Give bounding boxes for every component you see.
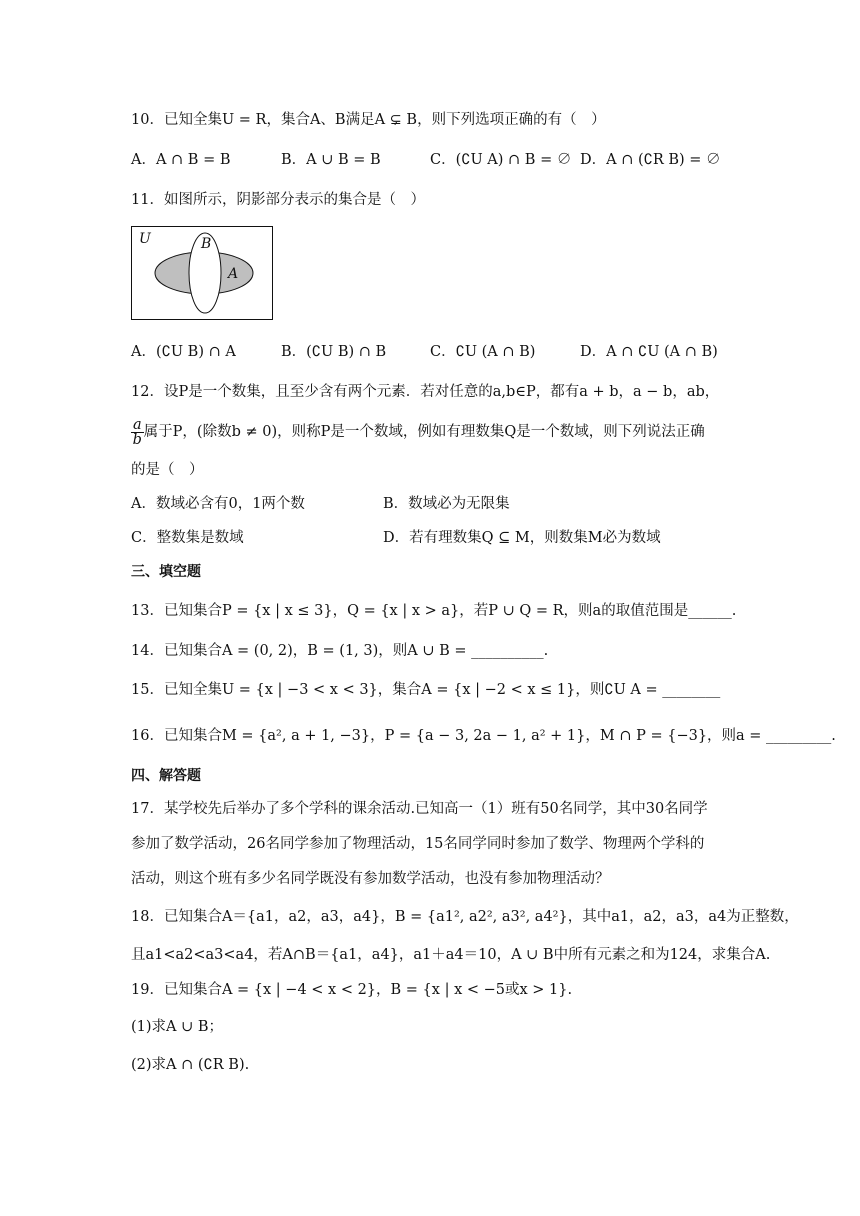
- q11-option-b: B．(∁U B) ∩ B: [281, 344, 387, 360]
- q17-line3: 活动，则这个班有多少名同学既没有参加数学活动，也没有参加物理活动？: [131, 871, 610, 887]
- q12-option-c: C．整数集是数域: [131, 530, 244, 546]
- set-b-label: B: [201, 236, 212, 252]
- q11-stem: 11．如图所示，阴影部分表示的集合是（ ）: [131, 192, 425, 208]
- q10-option-d: D．A ∩ (∁R B) = ∅: [580, 152, 721, 168]
- q18-line1: 18．已知集合A＝{a1，a2，a3，a4}，B = {a1², a2², a3², a4²}，其中a1，a2，a3，a4为正整数，: [131, 909, 799, 925]
- fraction-a-over-b: [131, 418, 144, 447]
- q18-line2: 且a1<a2<a3<a4，若A∩B＝{a1，a4}，a1＋a4＝10，A ∪ B中所有元素之和为124，求集合A.: [131, 947, 771, 963]
- q12-stem-line1: 12．设P是一个数集，且至少含有两个元素．若对任意的a,b∈P，都有a + b，a − b，ab，: [131, 384, 720, 400]
- q12-option-d: D．若有理数集Q ⊆ M，则数集M必为数域: [383, 530, 661, 546]
- venn-diagram: [131, 226, 273, 320]
- q12-stem-line2-text: 属于P，(除数b ≠ 0)，则称P是一个数域，例如有理数集Q是一个数域，则下列说法正确: [143, 424, 705, 440]
- fraction-numerator: a: [133, 416, 142, 433]
- universe-label: U: [139, 231, 151, 247]
- q10-option-c: C．(∁U A) ∩ B = ∅: [430, 152, 572, 168]
- q12-option-b: B．数域必为无限集: [383, 496, 510, 512]
- q12-stem-line2: [131, 416, 705, 448]
- q12-stem-line3: 的是（ ）: [131, 462, 204, 478]
- q10-option-a: A．A ∩ B = B: [131, 152, 231, 168]
- q17-line1: 17．某学校先后举办了多个学科的课余活动.已知高一（1）班有50名同学，其中30名同学: [131, 801, 708, 817]
- section-heading-solution: 四、解答题: [131, 768, 201, 784]
- q15: 15．已知全集U = {x | −3 < x < 3}，集合A = {x | −2 < x ≤ 1}，则∁U A = ________: [131, 682, 721, 698]
- q19-part1: (1)求A ∪ B；: [131, 1019, 224, 1035]
- q16: 16．已知集合M = {a², a + 1, −3}，P = {a − 3, 2a − 1, a² + 1}，M ∩ P = {−3}，则a = _________.: [131, 728, 836, 744]
- q11-option-c: C．∁U (A ∩ B): [430, 344, 536, 360]
- q13: 13．已知集合P = {x | x ≤ 3}，Q = {x | x > a}，若P ∪ Q = R，则a的取值范围是______.: [131, 603, 737, 619]
- q11-option-d: D．A ∩ ∁U (A ∩ B): [580, 344, 718, 360]
- q10-option-b: B．A ∪ B = B: [281, 152, 381, 168]
- q12-option-a: A．数域必含有0，1两个数: [131, 496, 305, 512]
- q19-stem: 19．已知集合A = {x | −4 < x < 2}，B = {x | x < −5或x > 1}.: [131, 982, 573, 998]
- section-heading-fill-in: 三、填空题: [131, 564, 201, 580]
- q14: 14．已知集合A = (0, 2)，B = (1, 3)，则A ∪ B = __________.: [131, 643, 549, 659]
- fraction-denominator: b: [132, 431, 142, 448]
- q19-part2: (2)求A ∩ (∁R B).: [131, 1057, 250, 1073]
- q17-line2: 参加了数学活动，26名同学参加了物理活动，15名同学同时参加了数学、物理两个学科的: [131, 836, 705, 852]
- q10-stem: 10．已知全集U = R，集合A、B满足A ⊊ B，则下列选项正确的有（ ）: [131, 112, 606, 128]
- q11-option-a: A．(∁U B) ∩ A: [131, 344, 236, 360]
- set-a-label: A: [228, 266, 239, 282]
